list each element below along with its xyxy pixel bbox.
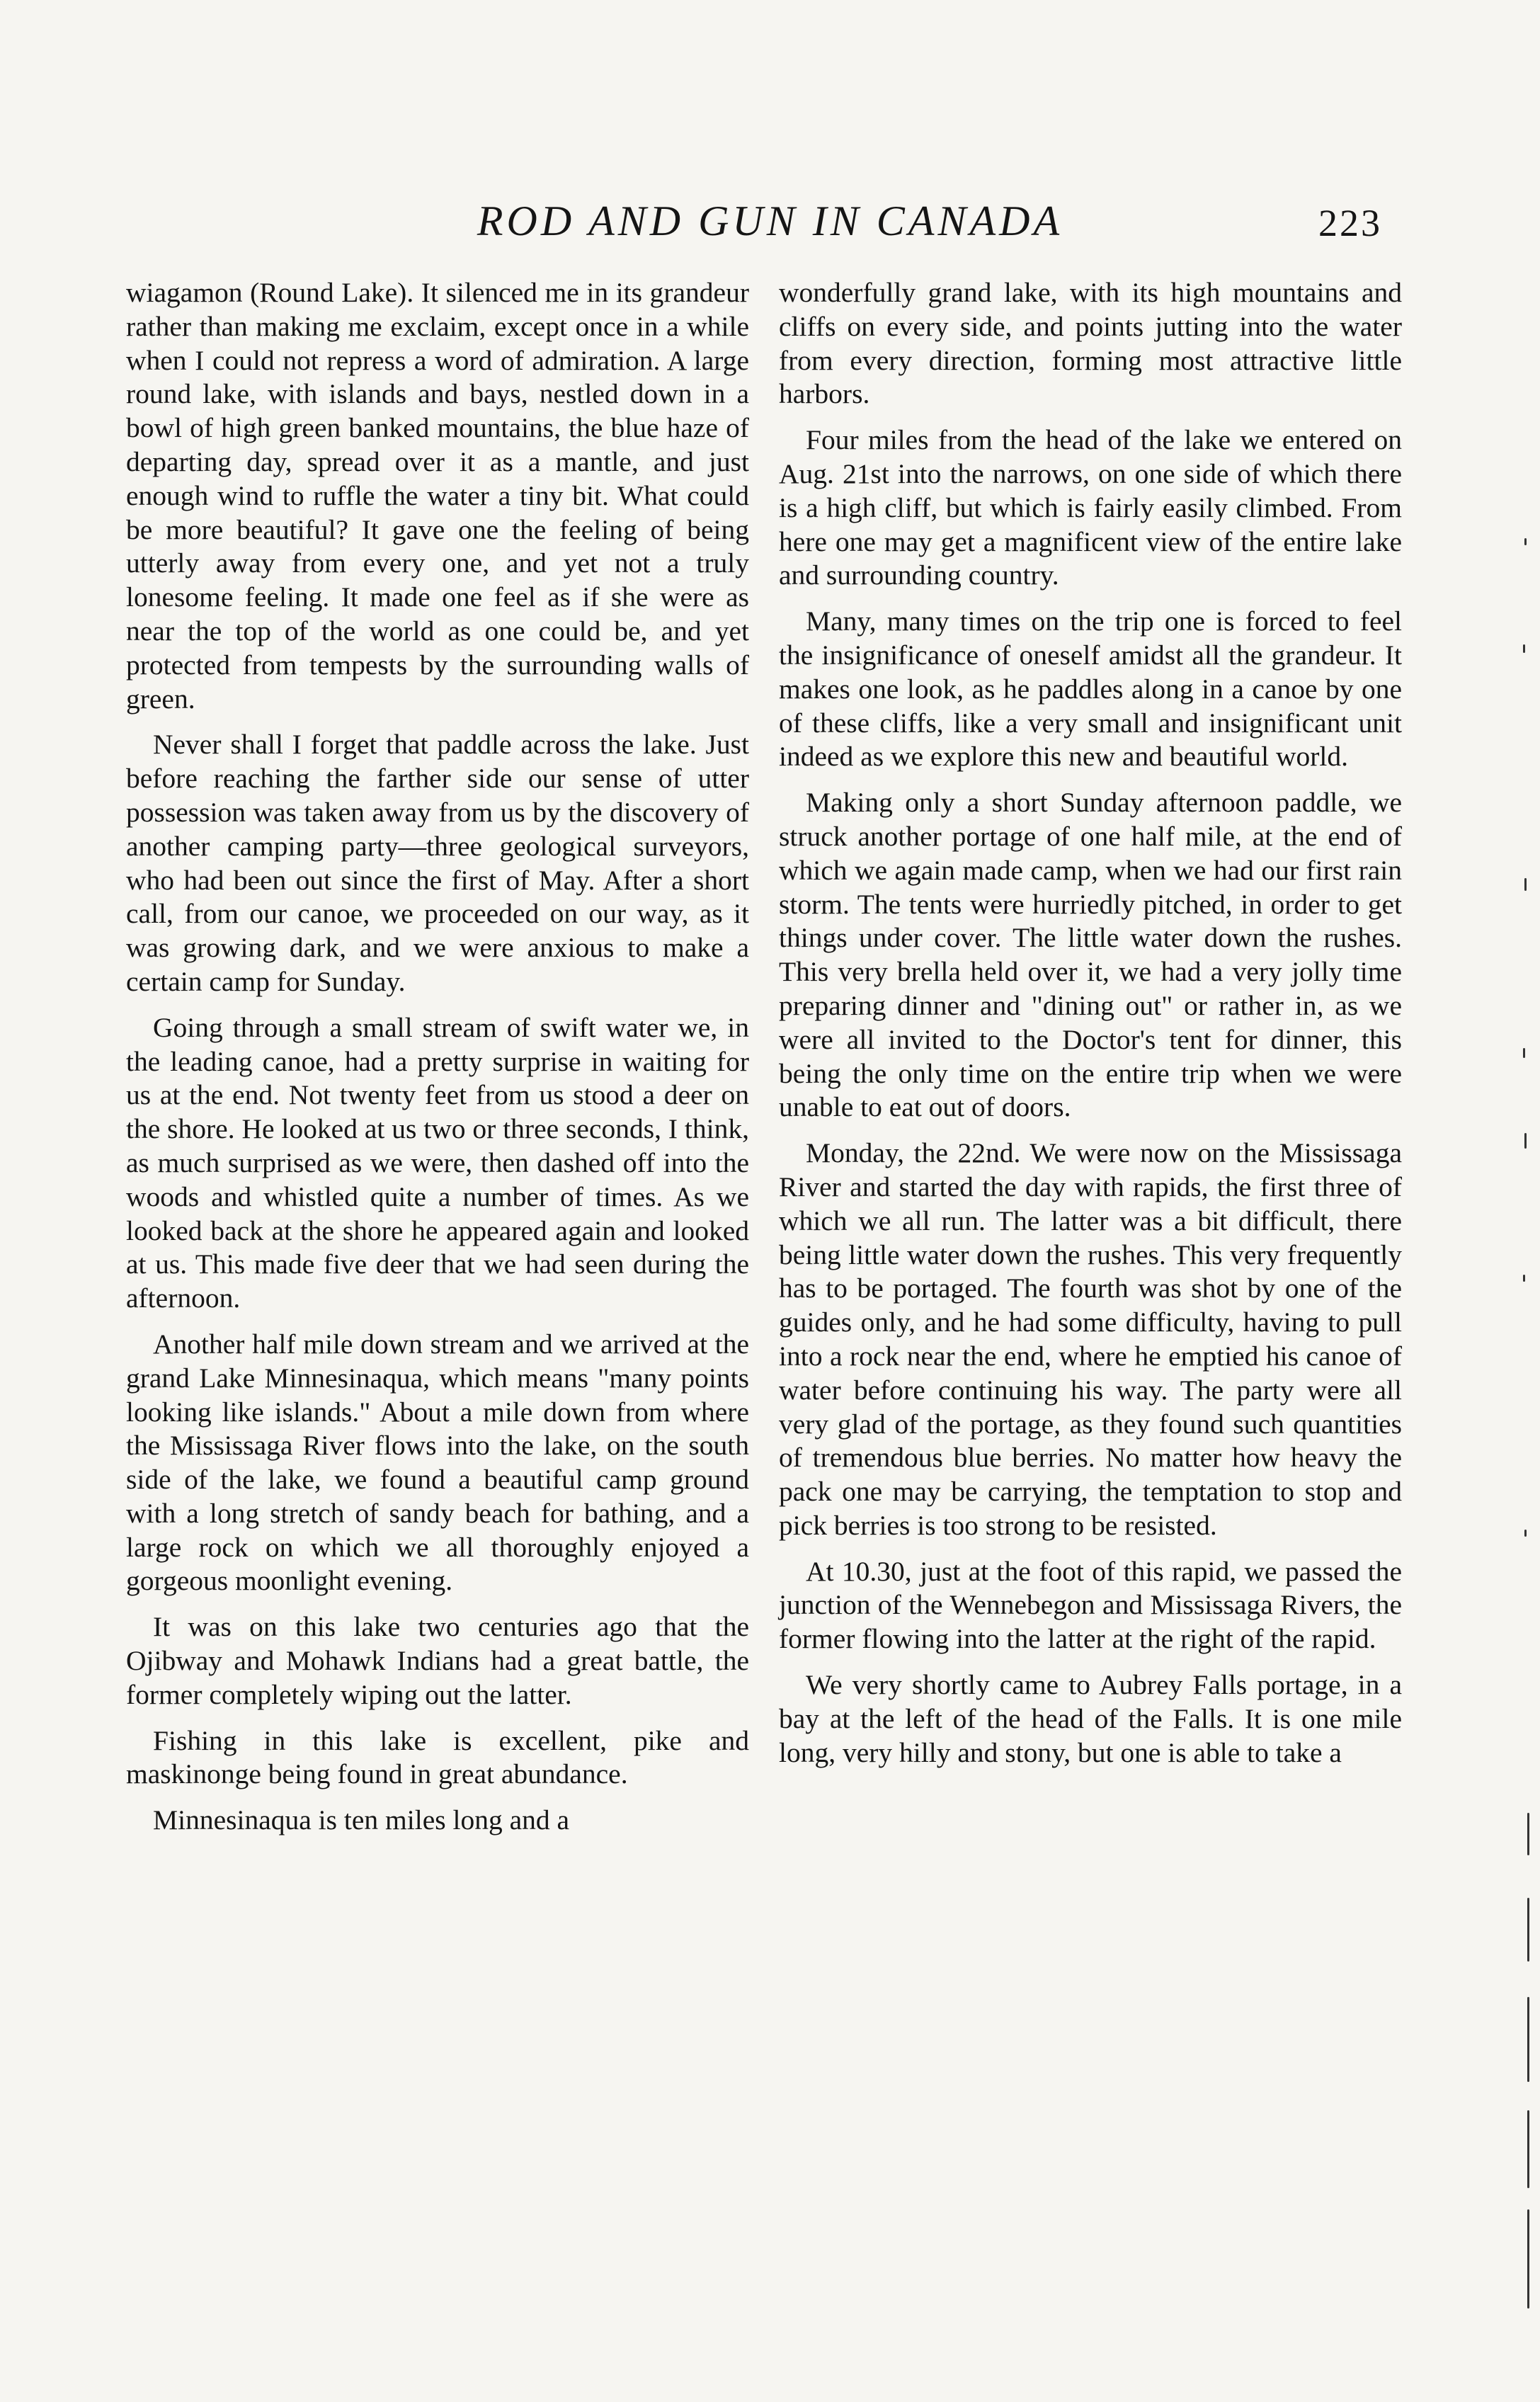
- paragraph: Going through a small stream of swift water we, in the leading canoe, had a pretty surprise in waiting for us at the end. Not twenty feet from us stood a deer on the shore. He looked at us two or three seconds, I think, as much surprised as we were, then dashed off into the woods and whistled quite a number of times. As we looked back at the shore he appeared again and looked at us. This made five deer that we had seen during the afternoon.: [126, 1011, 749, 1314]
- scan-mark: [1527, 2110, 1529, 2188]
- page-number: 223: [1318, 202, 1382, 244]
- scan-margin-marks: [1512, 496, 1540, 2402]
- paragraph: Never shall I forget that paddle across the lake. Just before reaching the farther side our sense of utter possession was taken away from us by the discovery of another camping party—three geological surveyors, who had been out since the first of May. After a short call, from our canoe, we proceeded on our way, as it was growing dark, and we were anxious to make a certain camp for Sunday.: [126, 729, 749, 997]
- paragraph: Four miles from the head of the lake we entered on Aug. 21st into the narrows, on one side of which there is a high cliff, but which is fairly easily climbed. From here one may get a magnificent view of the entire lake and surrounding country.: [779, 424, 1402, 591]
- scan-mark: [1523, 1048, 1525, 1058]
- paragraph: Monday, the 22nd. We were now on the Mississaga River and started the day with rapids, the first three of which we all run. The latter was a bit difficult, there being little water down the rushes. This very frequently has to be portaged. The fourth was shot by one of the guides only, and he had some difficulty, having to pull into a rock near the end, where he emptied his canoe of water before continuing his way. The party were all very glad of the portage, as they found such quantities of tremendous blue berries. No matter how heavy the pack one may be carrying, the temptation to stop and pick berries is too strong to be resisted.: [779, 1137, 1402, 1541]
- paragraph: It was on this lake two centuries ago that the Ojibway and Mohawk Indians had a great battle, the former completely wiping out the latter.: [126, 1611, 749, 1710]
- paragraph: wiagamon (Round Lake). It silenced me in its grandeur rather than making me exclaim, except once in a while when I could not repress a word of admiration. A large round lake, with islands and bays, nestled down in a bowl of high green banked mountains, the blue haze of departing day, spread over it as a mantle, and just enough wind to ruffle the water a tiny bit. What could be more beautiful? It gave one the feeling of being utterly away from every one, and yet not a truly lonesome feeling. It made one feel as if she were as near the top of the world as one could be, and yet protected from tempests by the surrounding walls of green.: [126, 277, 749, 715]
- paragraph: Another half mile down stream and we arrived at the grand Lake Minnesinaqua, which means "many points looking like islands." About a mile down from where the Mississaga River flows into the lake, on the south side of the lake, we found a beautiful camp ground with a long stretch of sandy beach for bathing, and a large rock on which we all thoroughly enjoyed a gorgeous moonlight evening.: [126, 1328, 749, 1597]
- scan-mark: [1524, 1133, 1527, 1149]
- scan-mark: [1524, 538, 1527, 545]
- paragraph: wonderfully grand lake, with its high mountains and cliffs on every side, and points jutting into the water from every direction, forming most attractive little harbors.: [779, 277, 1402, 410]
- right-column: [779, 276, 1402, 1782]
- scan-mark: [1523, 1275, 1525, 1282]
- scan-mark: [1527, 2209, 1529, 2309]
- paragraph: Minnesinaqua is ten miles long and a: [153, 1804, 570, 1836]
- left-column: [126, 276, 749, 1850]
- paragraph: Making only a short Sunday afternoon paddle, we struck another portage of one half mile, at the end of which we again made camp, when we had our first rain storm. The tents were hurriedly pitched, in order to get things under cover. The little water down the rushes. This very brella held over it, we had a very jolly time preparing dinner and "dining out" or rather in, as we were all invited to the Doctor's tent for dinner, this being the only time on the entire trip when we were unable to eat out of doors.: [779, 787, 1402, 1123]
- paragraph: Fishing in this lake is excellent, pike and maskinonge being found in great abundance.: [126, 1724, 749, 1790]
- paragraph: At 10.30, just at the foot of this rapid, we passed the junction of the Wennebegon and Mississaga Rivers, the former flowing into the latter at the right of the rapid.: [779, 1555, 1402, 1655]
- paragraph: We very shortly came to Aubrey Falls portage, in a bay at the left of the head of the Falls. It is one mile long, very hilly and stony, but one is able to take a: [779, 1669, 1402, 1768]
- scan-mark: [1527, 1898, 1529, 1962]
- scan-mark: [1527, 1997, 1529, 2082]
- scan-mark: [1524, 1530, 1527, 1537]
- scan-mark: [1523, 644, 1525, 653]
- scan-mark: [1527, 1813, 1529, 1855]
- running-title: ROD AND GUN IN CANADA: [477, 198, 1063, 244]
- page-header: [0, 191, 1540, 255]
- paragraph: Many, many times on the trip one is forced to feel the insignificance of oneself amidst all the grandeur. It makes one look, as he paddles along in a canoe by one of these cliffs, like a very small and insignificant unit indeed as we explore this new and beautiful world.: [779, 605, 1402, 773]
- scan-mark: [1524, 878, 1527, 891]
